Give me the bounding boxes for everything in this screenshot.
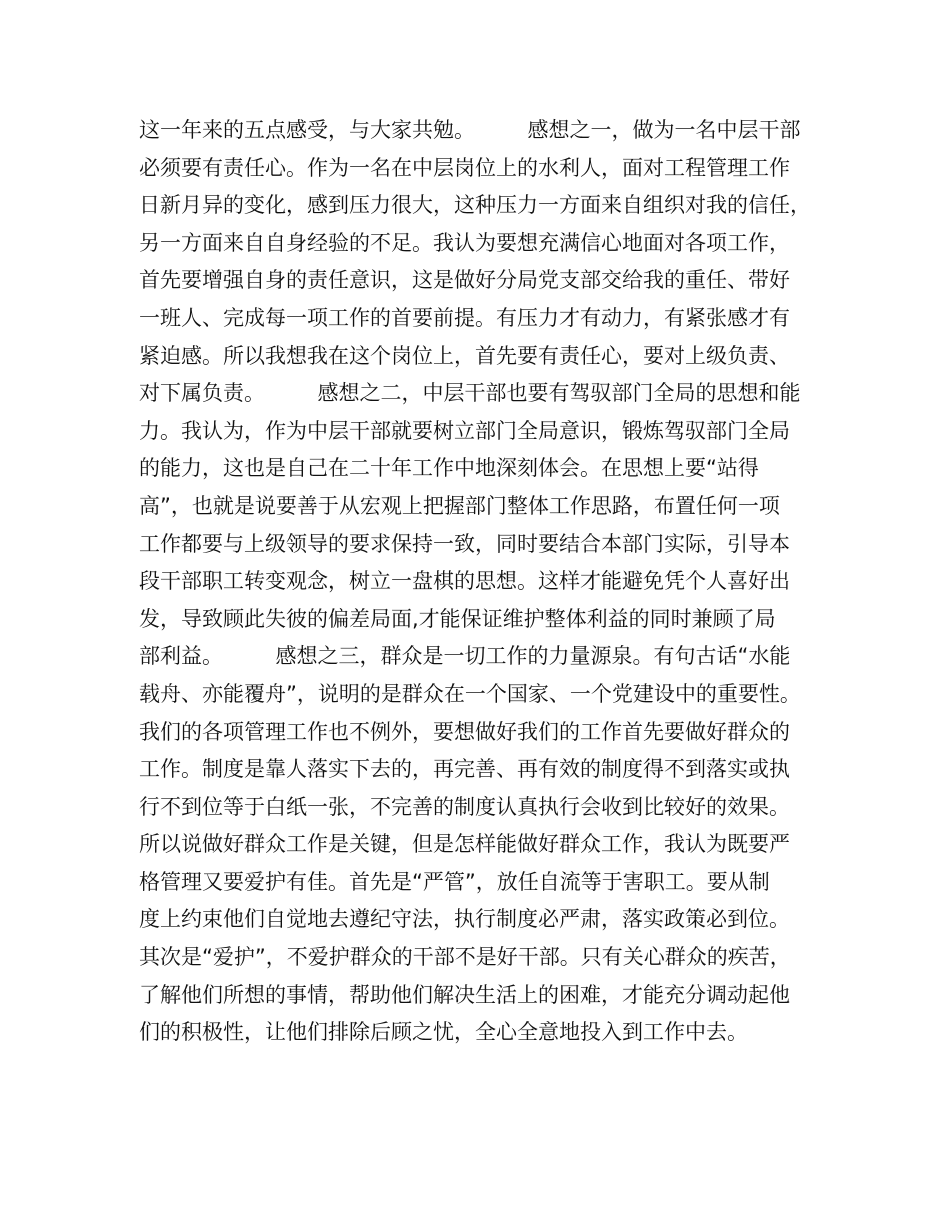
text-line: 段干部职工转变观念，树立一盘棋的思想。这样才能避免凭个人喜好出 <box>139 569 790 594</box>
text-line: 对下属负责。 感想之二，中层干部也要有驾驭部门全局的思想和能 <box>139 381 801 406</box>
text-line: 工作都要与上级领导的要求保持一致，同时要结合本部门实际，引导本 <box>139 531 790 556</box>
text-line: 高”，也就是说要善于从宏观上把握部门整体工作思路，布置任何一项 <box>139 493 780 518</box>
text-line: 必须要有责任心。作为一名在中层岗位上的水利人，面对工程管理工作 <box>139 155 790 180</box>
text-line: 另一方面来自自身经验的不足。我认为要想充满信心地面对各项工作， <box>139 230 790 255</box>
document-body <box>139 112 829 1052</box>
text-line: 日新月异的变化，感到压力很大，这种压力一方面来自组织对我的信任， <box>139 193 811 218</box>
text-line: 紧迫感。所以我想我在这个岗位上，首先要有责任心，要对上级负责、 <box>139 343 790 368</box>
text-line: 载舟、亦能覆舟”，说明的是群众在一个国家、一个党建设中的重要性。 <box>139 681 801 706</box>
text-line: 其次是“爱护”，不爱护群众的干部不是好干部。只有关心群众的疾苦， <box>139 945 791 970</box>
text-line: 工作。制度是靠人落实下去的，再完善、再有效的制度得不到落实或执 <box>139 757 790 782</box>
text-line: 度上约束他们自觉地去遵纪守法，执行制度必严肃，落实政策必到位。 <box>139 907 790 932</box>
text-line: 格管理又要爱护有佳。首先是“严管”，放任自流等于害职工。要从制 <box>139 869 770 894</box>
text-line: 的能力，这也是自己在二十年工作中地深刻体会。在思想上要“站得 <box>139 456 759 481</box>
text-line: 首先要增强自身的责任意识，这是做好分局党支部交给我的重任、带好 <box>139 268 790 293</box>
text-line: 部利益。 感想之三，群众是一切工作的力量源泉。有句古话“水能 <box>139 644 791 669</box>
text-line: 所以说做好群众工作是关键，但是怎样能做好群众工作，我认为既要严 <box>139 832 790 857</box>
text-line: 们的积极性，让他们排除后顾之忧，全心全意地投入到工作中去。 <box>139 1020 748 1045</box>
text-line: 我们的各项管理工作也不例外，要想做好我们的工作首先要做好群众的 <box>139 719 790 744</box>
text-line: 一班人、完成每一项工作的首要前提。有压力才有动力，有紧张感才有 <box>139 305 790 330</box>
text-line: 了解他们所想的事情，帮助他们解决生活上的困难，才能充分调动起他 <box>139 982 790 1007</box>
text-line: 力。我认为，作为中层干部就要树立部门全局意识，锻炼驾驭部门全局 <box>139 418 790 443</box>
text-line: 发，导致顾此失彼的偏差局面,才能保证维护整体利益的同时兼顾了局 <box>139 606 776 631</box>
text-line: 行不到位等于白纸一张，不完善的制度认真执行会收到比较好的效果。 <box>139 794 790 819</box>
text-line: 这一年来的五点感受，与大家共勉。 感想之一，做为一名中层干部 <box>139 118 801 142</box>
